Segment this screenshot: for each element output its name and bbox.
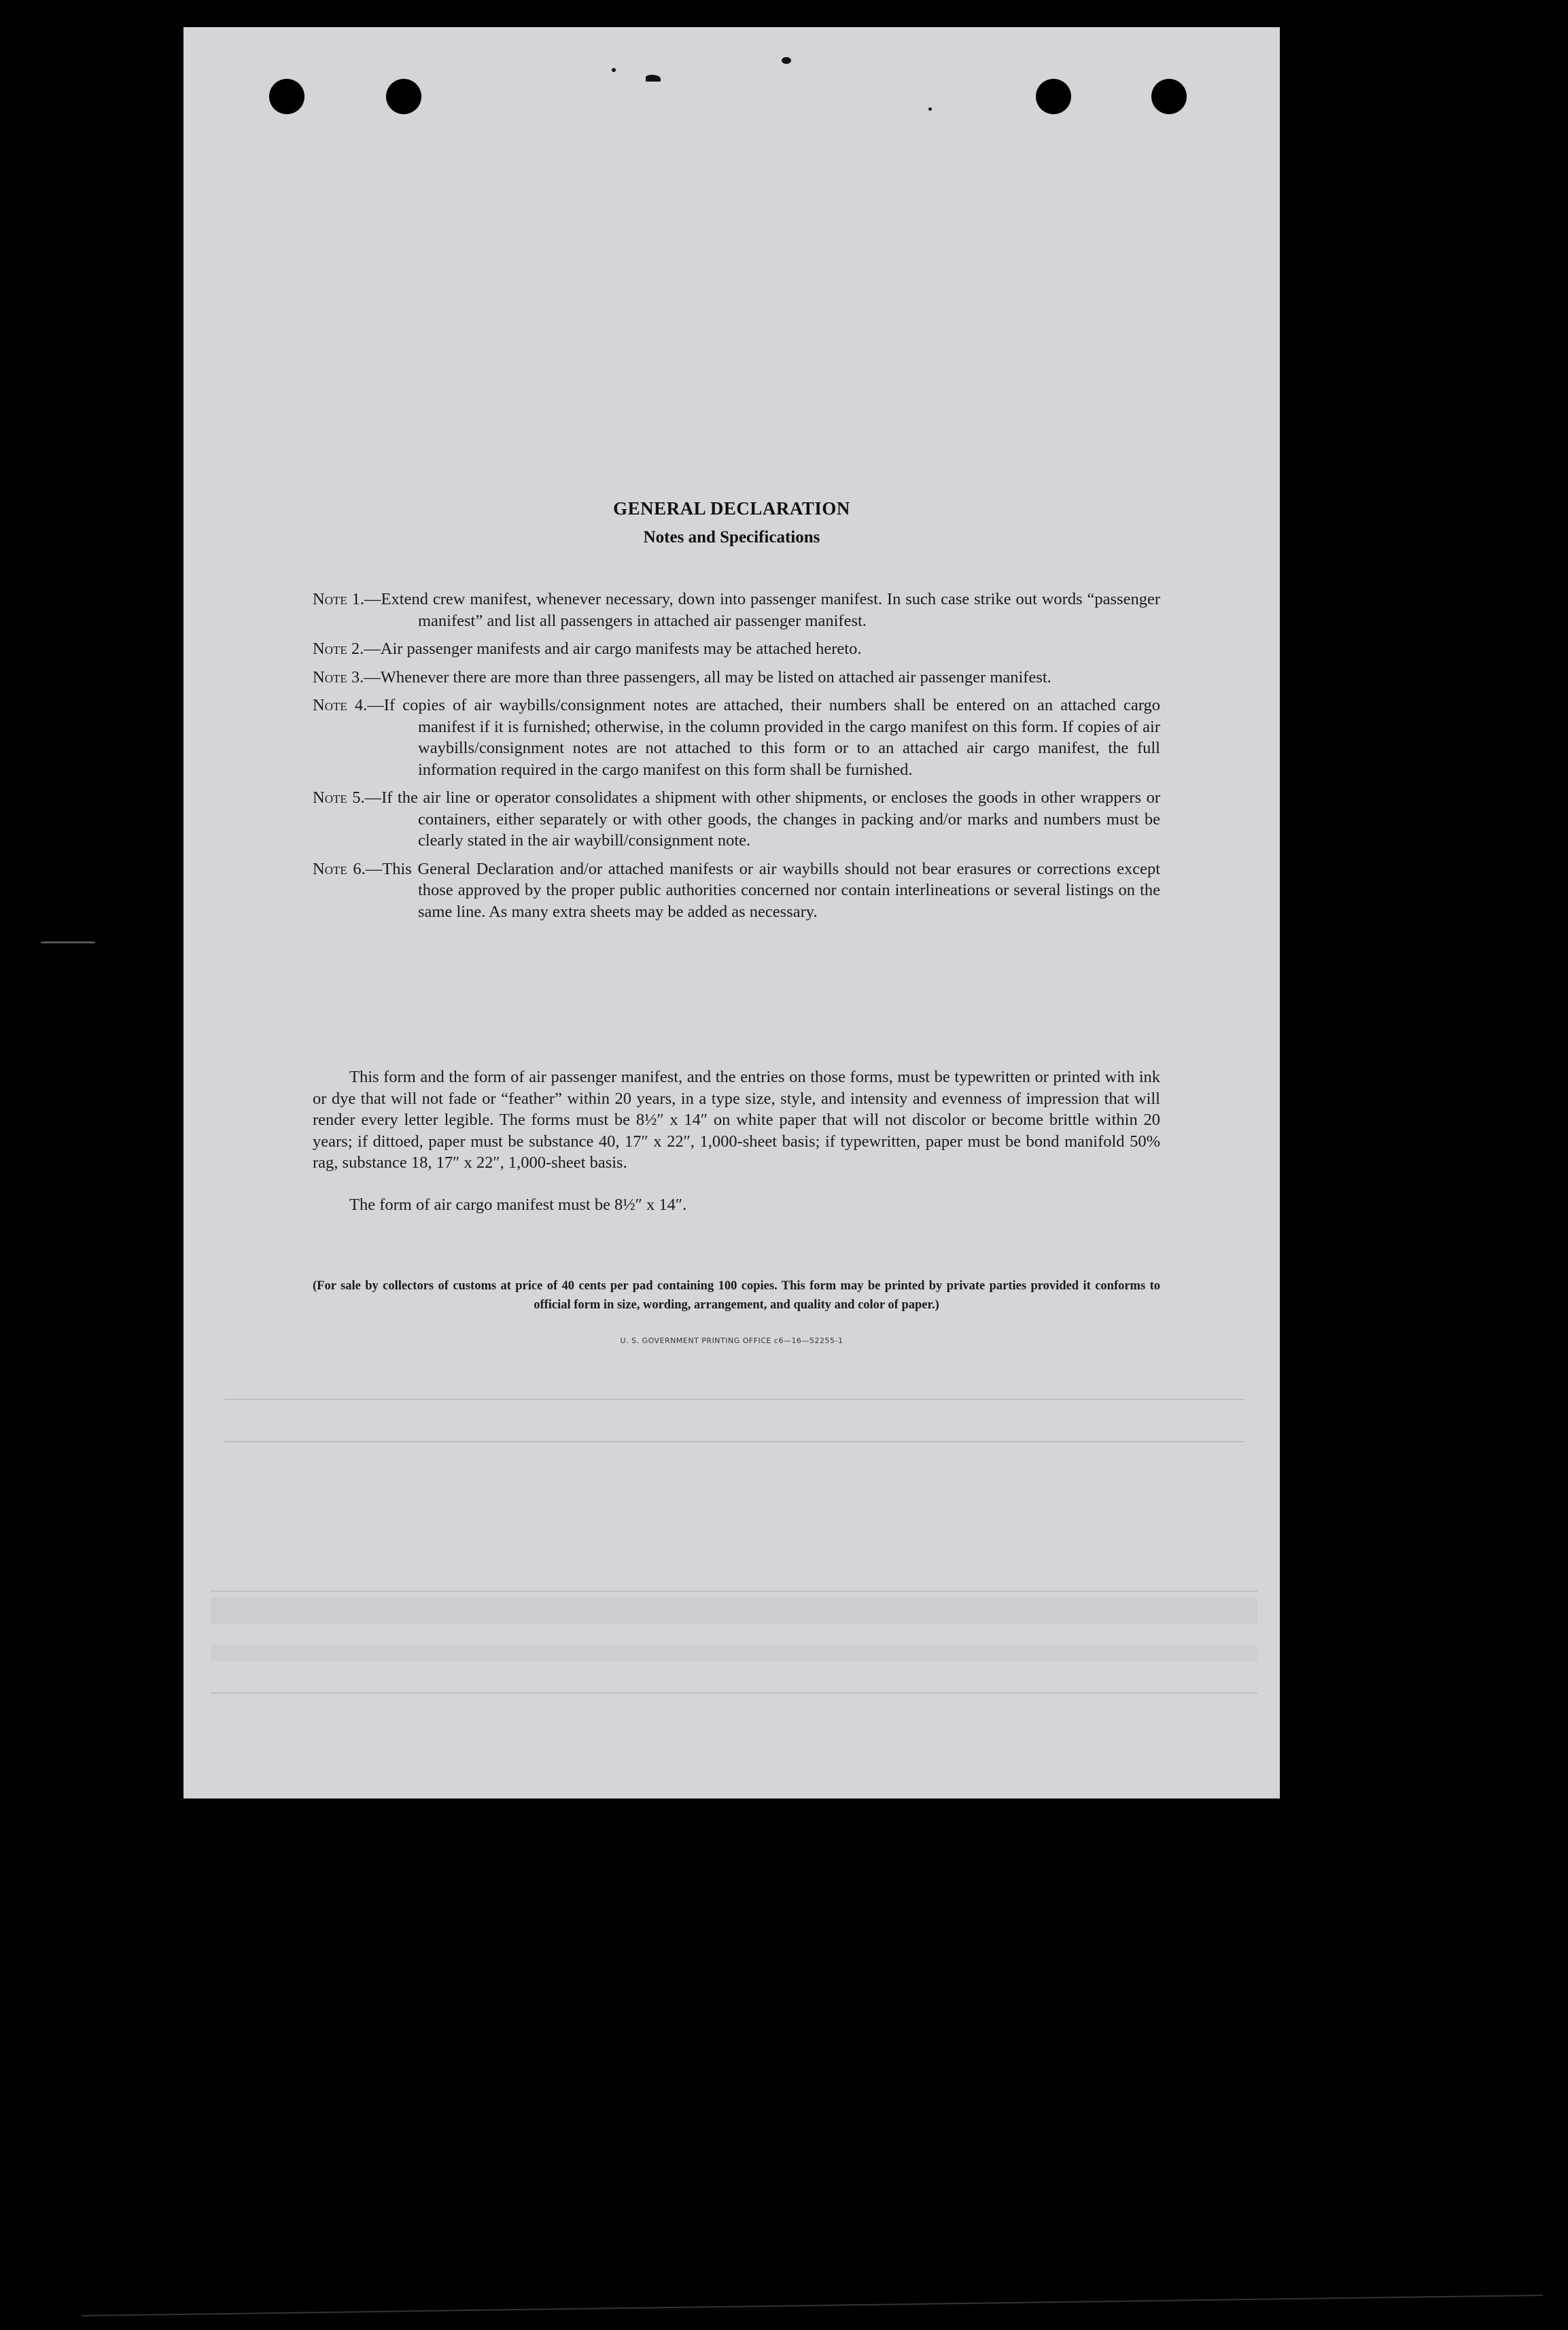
note-text: This General Declaration and/or attached manifests or air waybills should not bear erasures or corrections except those approved by the proper public authorities concerned nor contain interlineations or several listings on the same line. As many extra sheets may be added as necessary. (382, 859, 1161, 921)
note-number: 4.— (347, 696, 384, 714)
note-number: 2.— (347, 640, 381, 658)
note-text: If copies of air waybills/consignment notes are attached, their numbers shall be entered on an attached cargo manifest if it is furnished; otherwise, in the column provided in the cargo manifest on this form. If copies of air waybills/consignment notes are not attached to this form or to an attached air cargo manifest, the full information required in the cargo manifest on this form shall be furnished. (383, 696, 1160, 779)
note-label: Note (313, 859, 347, 878)
bleed-through-line (211, 1590, 1257, 1592)
note-number: 6.— (347, 859, 383, 878)
printing-office-imprint: U. S. GOVERNMENT PRINTING OFFICE c6—16—52255-1 (620, 1336, 843, 1345)
bleed-through-block (211, 1597, 1257, 1624)
note-number: 3.— (347, 667, 381, 686)
note-text: Whenever there are more than three passengers, all may be listed on attached air passenger manifest. (380, 667, 1051, 686)
note-item (313, 589, 1160, 631)
scanner-edge-line (82, 2295, 1543, 2316)
bleed-through-line (224, 1441, 1244, 1442)
note-label: Note (313, 667, 347, 686)
note-item (313, 858, 1160, 923)
note-text: Extend crew manifest, whenever necessary, down into passenger manifest. In such case strike out words “passenger manifest” and list all passengers in attached air passenger manifest. (381, 590, 1161, 630)
note-number: 5.— (347, 788, 382, 807)
note-label: Note (313, 696, 347, 714)
punch-hole (386, 79, 421, 114)
punch-hole (269, 79, 304, 114)
bleed-through-line (211, 1692, 1257, 1694)
sale-notice: (For sale by collectors of customs at price of 40 cents per pad containing 100 copies. This form may be printed by private parties provided it conforms to official form in size, wording, arrangement, and quality and color of paper.) (313, 1279, 1160, 1312)
speck (782, 57, 791, 64)
stray-mark (41, 941, 95, 943)
note-label: Note (313, 640, 347, 658)
paper-specification-paragraph: This form and the form of air passenger manifest, and the entries on those forms, must be typewritten or printed with ink or dye that will not fade or “feather” within 20 years, in a type size, style, and intensity and evenness of impression that will render every letter legible. The forms must be 8½″ x 14″ on white paper that will not discolor or become brittle within 20 years; if dittoed, paper must be substance 40, 17″ x 22″, 1,000-sheet basis; if typewritten, paper must be bond manifold 50% rag, substance 18, 17″ x 22″, 1,000-sheet basis. (313, 1068, 1160, 1172)
note-label: Note (313, 788, 347, 807)
note-item (313, 695, 1160, 780)
bleed-through-block (211, 1645, 1257, 1661)
page-subtitle: Notes and Specifications (643, 528, 820, 546)
speck (928, 107, 932, 111)
note-item (313, 787, 1160, 852)
note-label: Note (313, 590, 347, 608)
note-text: Air passenger manifests and air cargo manifests may be attached hereto. (380, 640, 862, 658)
note-item (313, 667, 1160, 689)
document-page (184, 27, 1280, 1798)
note-text: If the air line or operator consolidates a shipment with other shipments, or encloses the goods in other wrappers or containers, either separately or with other goods, the changes in packing and/or marks and numbers must be clearly stated in the air waybill/consignment note. (381, 788, 1161, 850)
punch-hole (1151, 79, 1187, 114)
note-item (313, 638, 1160, 660)
punch-hole (1036, 79, 1071, 114)
page-title: GENERAL DECLARATION (613, 498, 850, 519)
speck (646, 75, 661, 82)
note-number: 1.— (347, 590, 381, 608)
notes-list (313, 589, 1160, 922)
speck (612, 68, 616, 72)
cargo-manifest-size-paragraph: The form of air cargo manifest must be 8½″ x 14″. (349, 1196, 687, 1214)
bleed-through-line (224, 1399, 1244, 1400)
